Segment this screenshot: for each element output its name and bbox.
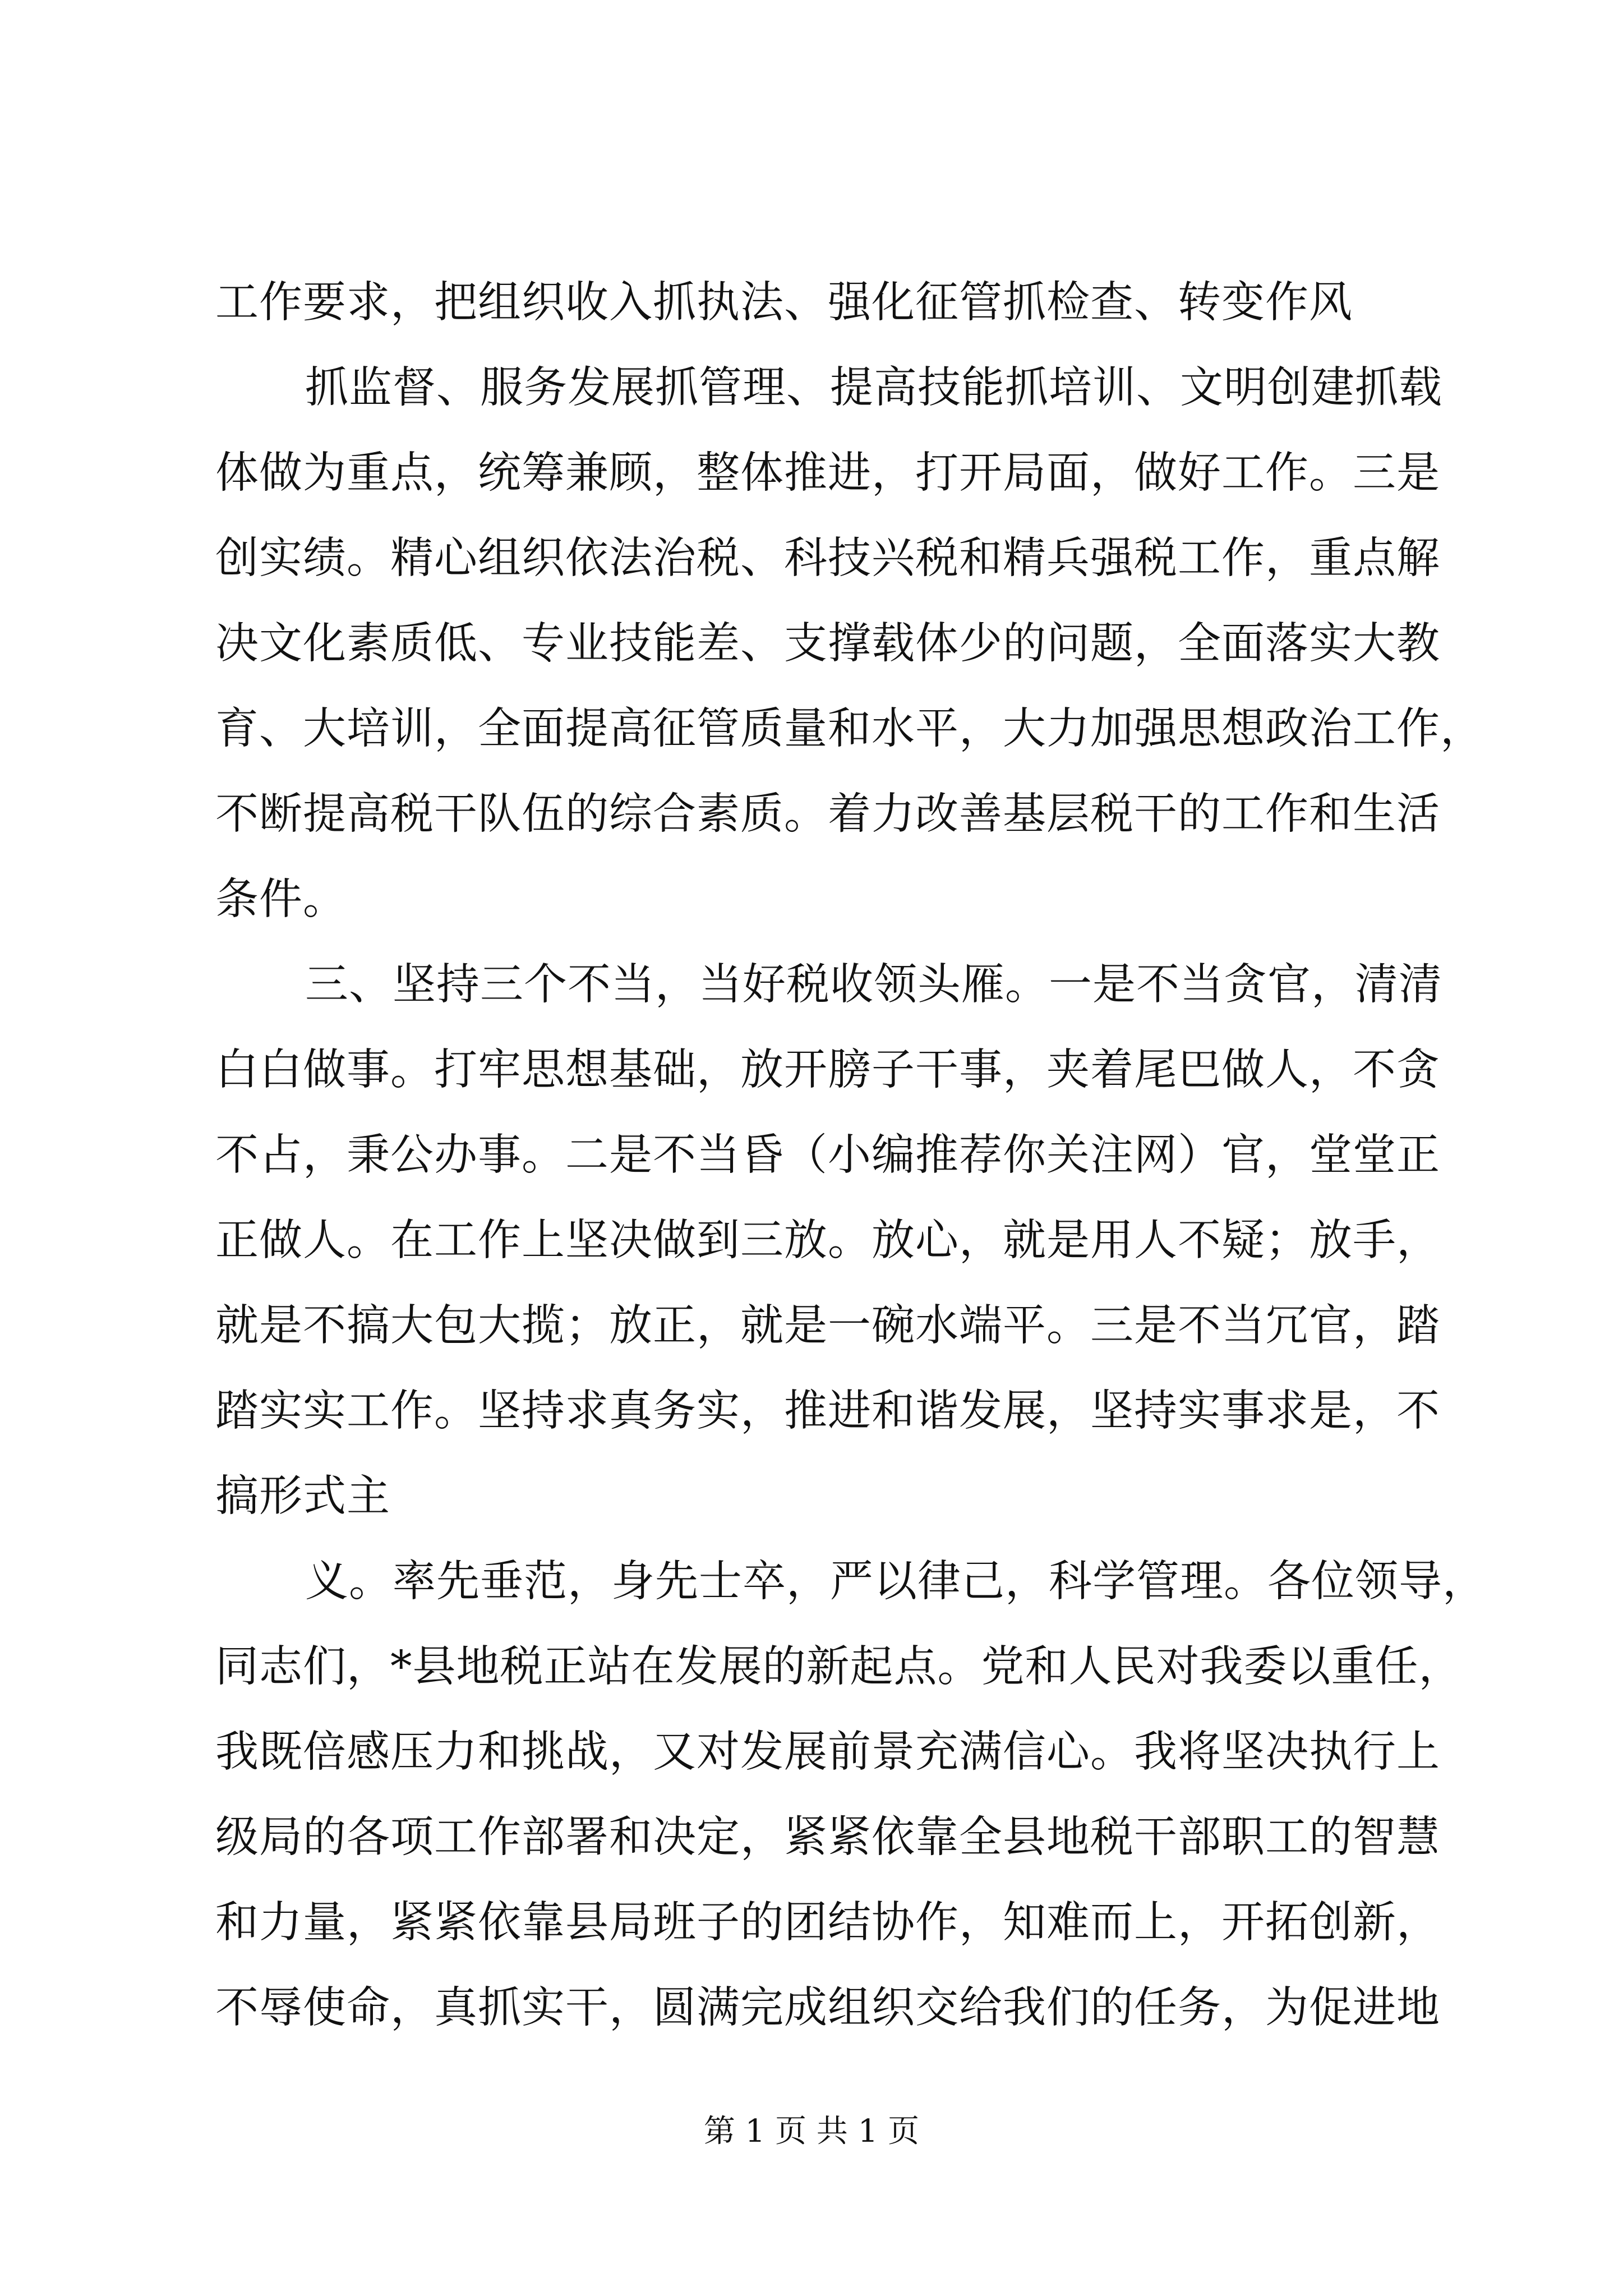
text-line: 体做为重点，统筹兼顾，整体推进，打开局面，做好工作。三是 [215, 448, 1440, 498]
text-line: 白白做事。打牢思想基础，放开膀子干事，夹着尾巴做人，不贪 [215, 1045, 1440, 1095]
text-line: 我既倍感压力和挑战，又对发展前景充满信心。我将坚决执行上 [215, 1727, 1440, 1777]
text-line: 正做人。在工作上坚决做到三放。放心，就是用人不疑；放手， [215, 1216, 1440, 1266]
text-line: 不占，秉公办事。二是不当昏（小编推荐你关注网）官，堂堂正 [215, 1130, 1440, 1180]
text-line: 同志们，*县地税正站在发展的新起点。党和人民对我委以重任， [215, 1642, 1463, 1692]
text-line: 条件。 [215, 875, 347, 924]
text-line: 抓监督、服务发展抓管理、提高技能抓培训、文明创建抓载 [305, 363, 1442, 413]
text-line: 级局的各项工作部署和决定，紧紧依靠全县地税干部职工的智慧 [215, 1812, 1440, 1862]
text-line: 义。率先垂范，身先士卒，严以律己，科学管理。各位领导， [305, 1557, 1486, 1607]
text-line: 创实绩。精心组织依法治税、科技兴税和精兵强税工作，重点解 [215, 533, 1440, 583]
text-line: 决文化素质低、专业技能差、支撑载体少的问题，全面落实大教 [215, 619, 1440, 669]
text-line: 工作要求，把组织收入抓执法、强化征管抓检查、转变作风 [215, 278, 1353, 328]
text-line: 踏实实工作。坚持求真务实，推进和谐发展，坚持实事求是，不 [215, 1386, 1440, 1436]
text-line: 和力量，紧紧依靠县局班子的团结协作，知难而上，开拓创新， [215, 1898, 1440, 1948]
text-line: 不断提高税干队伍的综合素质。着力改善基层税干的工作和生活 [215, 789, 1440, 839]
text-line: 就是不搞大包大揽；放正，就是一碗水端平。三是不当冗官，踏 [215, 1301, 1440, 1351]
text-line: 三、坚持三个不当，当好税收领头雁。一是不当贪官，清清 [305, 960, 1442, 1010]
page-number-footer: 第 1 页 共 1 页 [703, 2113, 920, 2150]
text-line: 育、大培训，全面提高征管质量和水平，大力加强思想政治工作， [215, 704, 1484, 754]
text-line: 搞形式主 [215, 1471, 390, 1521]
text-line: 不辱使命，真抓实干，圆满完成组织交给我们的任务，为促进地 [215, 1983, 1440, 2033]
body-text [215, 260, 1486, 2051]
